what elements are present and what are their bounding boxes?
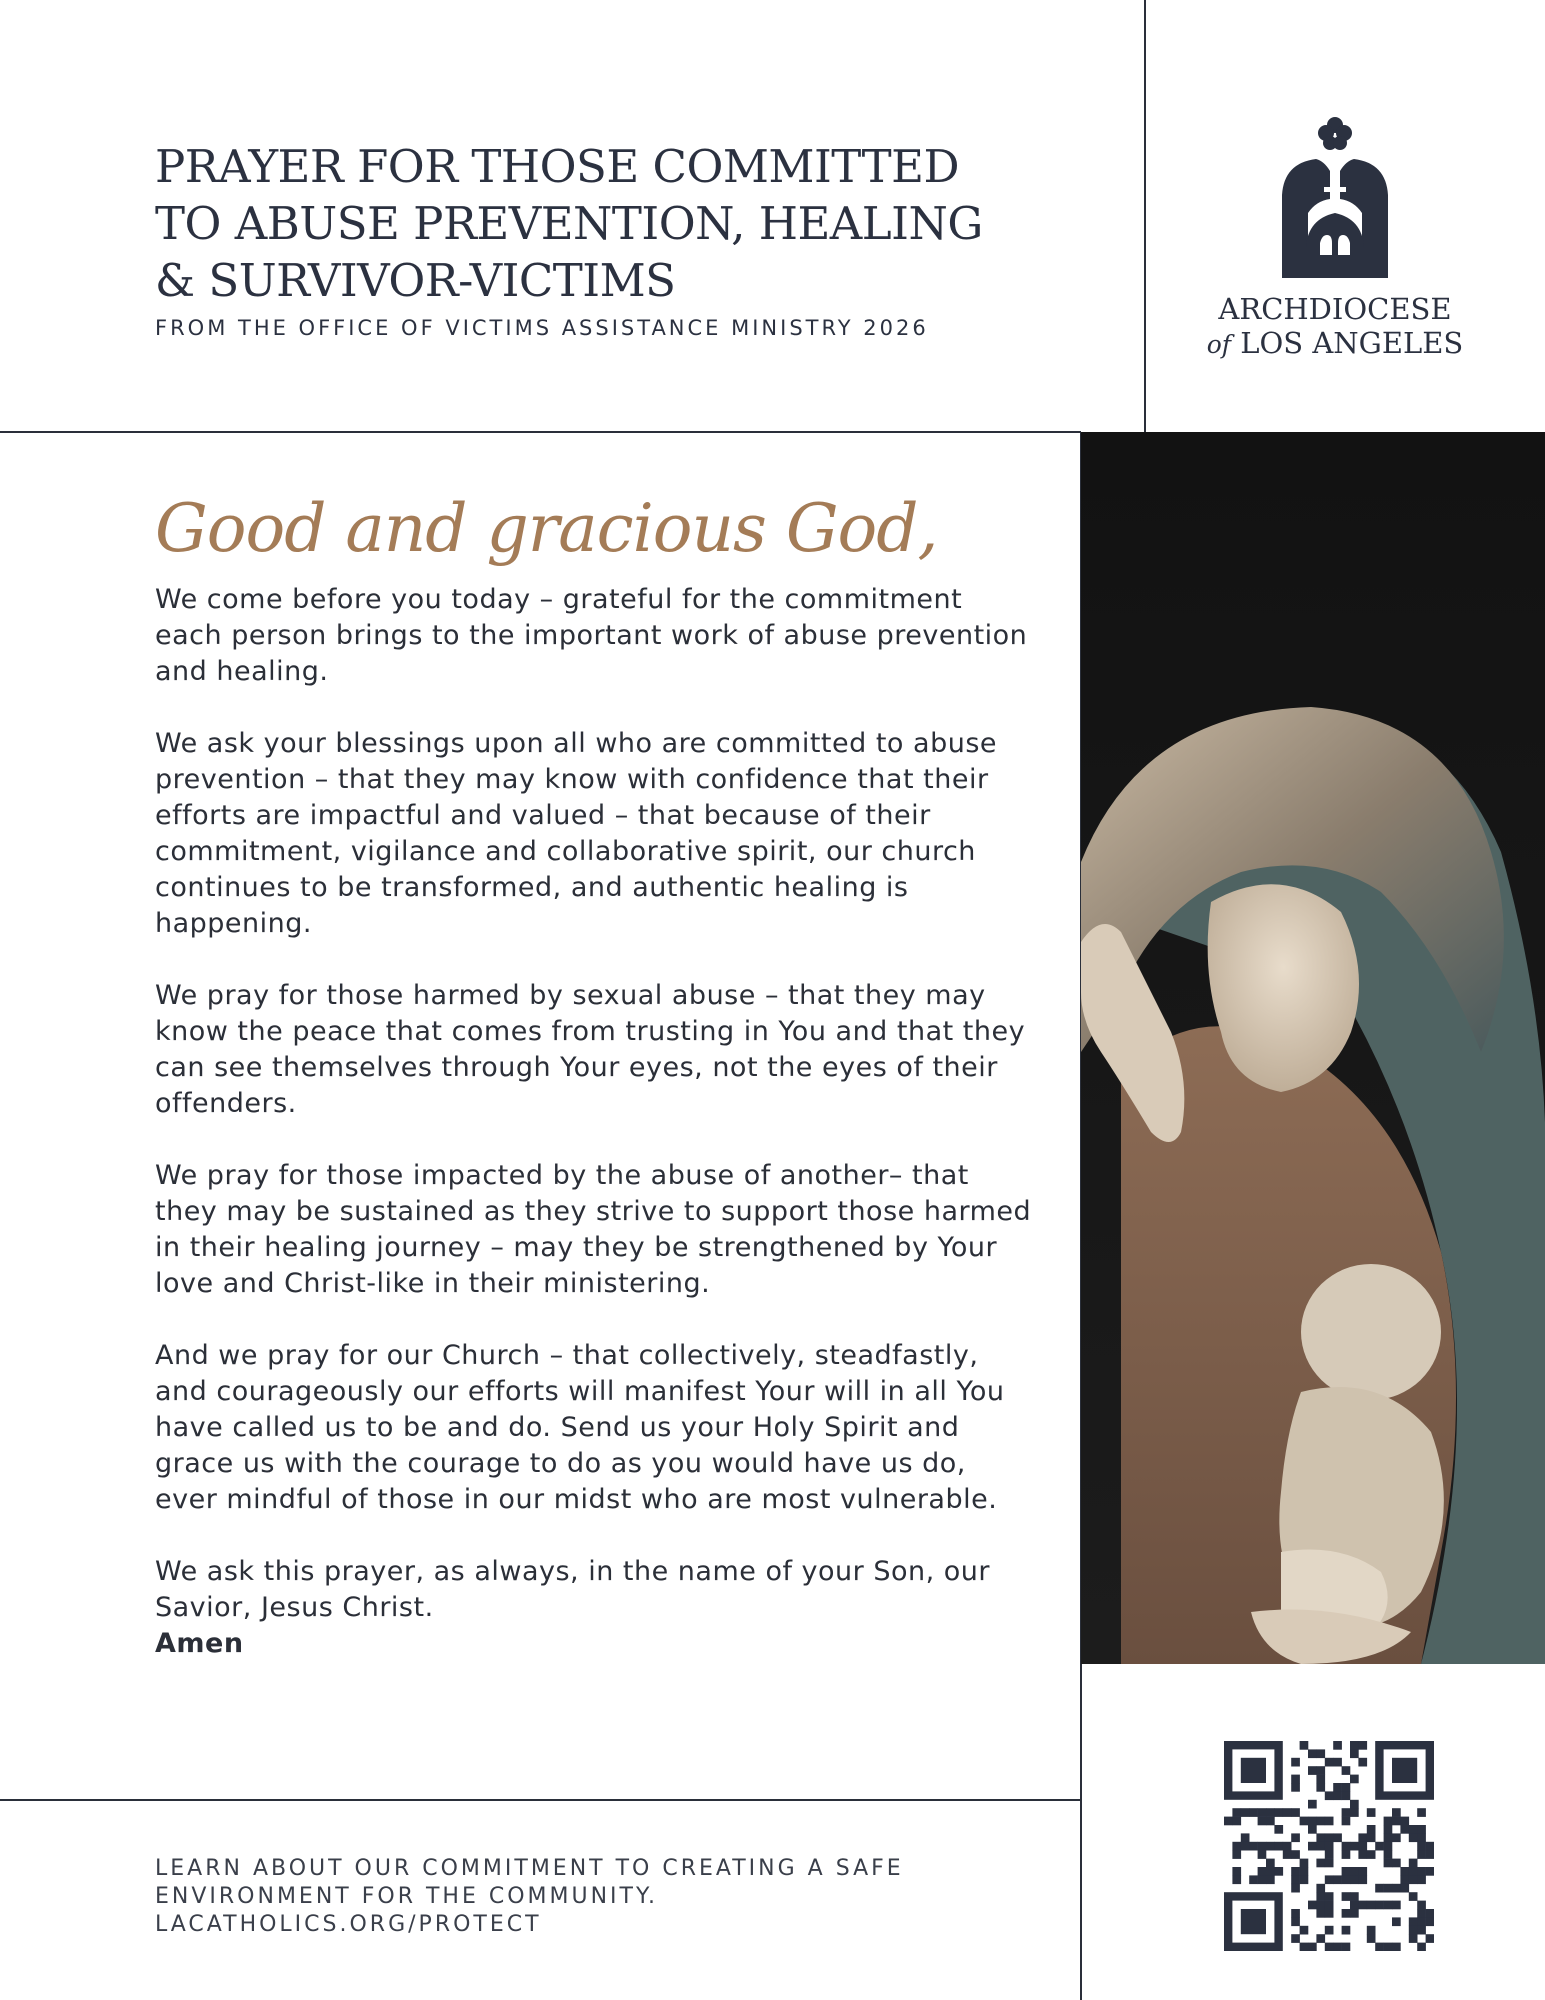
footer-url-link[interactable]: LACATHOLICS.ORG/PROTECT [155,1912,542,1937]
footer-line: LEARN ABOUT OUR COMMITMENT TO CREATING A SAFE [155,1856,904,1881]
madonna-and-child-photo [1081,432,1545,1664]
prayer-paragraph: We pray for those impacted by the abuse of another– that they may be sustained as they strive to support those harmed in their healing journey – may they be strengthened by Your love and Christ-like in their ministering. [155,1160,1032,1299]
prayer-paragraph: We come before you today – grateful for the commitment each person brings to the important work of abuse prevention and healing. [155,584,1028,687]
prayer-body [155,582,1035,1662]
logo-wordmark-city: LOS ANGELES [1240,326,1464,360]
title-line: & SURVIVOR-VICTIMS [155,254,676,307]
prayer-paragraph-final [155,1554,1035,1662]
title-line: TO ABUSE PREVENTION, HEALING [155,197,983,250]
logo-wordmark-los-angeles [1195,326,1475,362]
header-divider-vertical [1144,0,1146,432]
logo-wordmark-of: of [1206,330,1231,359]
prayer-salutation: Good and gracious God, [155,490,938,567]
logo-wordmark-archdiocese: ARCHDIOCESE [1218,292,1452,326]
prayer-paragraph: We ask your blessings upon all who are committed to abuse prevention – that they may know with confidence that their efforts are impactful and valued – that because of their commitment, vigilance and collaborative spirit, our church continues to be transformed, and authentic healing is happening. [155,728,997,939]
page-subtitle: FROM THE OFFICE OF VICTIMS ASSISTANCE MINISTRY 2026 [155,316,929,340]
archdiocese-logo [1195,115,1475,360]
footer-line: ENVIRONMENT FOR THE COMMUNITY. [155,1884,658,1909]
header-divider-horizontal [0,431,1081,433]
prayer-paragraph: And we pray for our Church – that collectively, steadfastly, and courageously our efforts will manifest Your will in all You have called us to be and do. Send us your Holy Spirit and grace us with the courage to do as you would have us do, ever mindful of those in our midst who are most vulnerable. [155,1340,1005,1515]
prayer-closing-sentence: We ask this prayer, as always, in the name of your Son, our Savior, Jesus Christ. [155,1556,991,1623]
qr-code-icon[interactable] [1224,1741,1434,1951]
archdiocese-mission-bell-icon [1280,115,1390,278]
footer-text [155,1855,1055,1939]
prayer-paragraph: We pray for those harmed by sexual abuse – that they may know the peace that comes from trusting in You and that they can see themselves through Your eyes, not the eyes of their offenders. [155,980,1026,1119]
page-title [155,138,1055,309]
prayer-amen: Amen [155,1628,244,1659]
title-line: PRAYER FOR THOSE COMMITTED [155,140,960,193]
footer-divider [0,1799,1081,1801]
